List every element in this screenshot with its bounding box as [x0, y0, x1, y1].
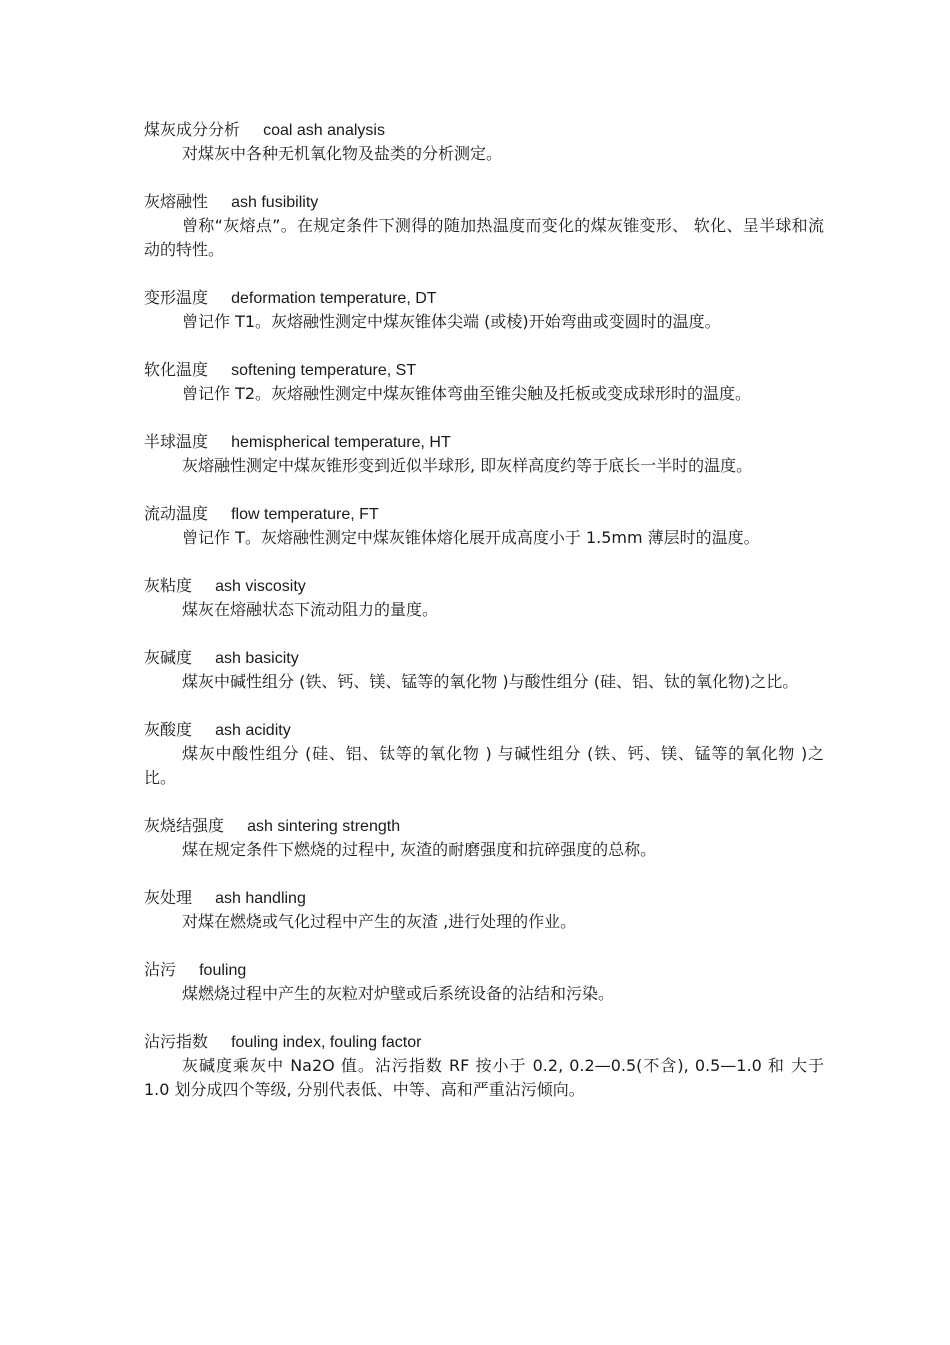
- term-chinese: 半球温度: [144, 432, 209, 451]
- term-chinese: 软化温度: [144, 360, 209, 379]
- term-chinese: 灰烧结强度: [144, 816, 225, 835]
- term-definition: 灰熔融性测定中煤灰锥形变到近似半球形, 即灰样高度约等于底长一半时的温度。: [182, 456, 753, 475]
- term-definition: 曾记作 T1。灰熔融性测定中煤灰锥体尖端 (或棱)开始弯曲或变圆时的温度。: [182, 312, 721, 331]
- term-definition: 曾记作 T2。灰熔融性测定中煤灰锥体弯曲至锥尖触及托板或变成球形时的温度。: [182, 384, 752, 403]
- term-definition: 对煤在燃烧或气化过程中产生的灰渣 ,进行处理的作业。: [182, 912, 577, 931]
- term-english: hemispherical temperature, HT: [231, 434, 451, 451]
- term-definition: 煤灰在熔融状态下流动阻力的量度。: [182, 600, 439, 619]
- term-definition: 对煤灰中各种无机氧化物及盐类的分析测定。: [182, 144, 503, 163]
- term-chinese: 灰熔融性: [144, 192, 209, 211]
- glossary-entry: [144, 886, 824, 934]
- term-chinese: 灰处理: [144, 888, 193, 907]
- term-line: [144, 646, 824, 670]
- term-line: [144, 958, 824, 982]
- term-chinese: 沾污指数: [144, 1032, 209, 1051]
- term-english: ash basicity: [215, 650, 299, 667]
- term-chinese: 沾污: [144, 960, 177, 979]
- term-line: [144, 358, 824, 382]
- term-english: fouling: [199, 962, 247, 979]
- term-chinese: 流动温度: [144, 504, 209, 523]
- term-chinese: 灰碱度: [144, 648, 193, 667]
- term-english: ash viscosity: [215, 578, 306, 595]
- term-english: fouling index, fouling factor: [231, 1034, 422, 1051]
- term-english: ash sintering strength: [247, 818, 401, 835]
- glossary-entry: [144, 118, 824, 166]
- term-line: [144, 430, 824, 454]
- term-definition: 曾称“灰熔点”。在规定条件下测得的随加热温度而变化的煤灰锥变形、 软化、呈半球和流动的特性。: [144, 216, 824, 259]
- term-chinese: 灰粘度: [144, 576, 193, 595]
- term-line: [144, 118, 824, 142]
- glossary-entry: [144, 574, 824, 622]
- term-line: [144, 574, 824, 598]
- glossary-entry: [144, 286, 824, 334]
- term-definition: 曾记作 T。灰熔融性测定中煤灰锥体熔化展开成高度小于 1.5mm 薄层时的温度。: [182, 528, 760, 547]
- glossary-entry: [144, 358, 824, 406]
- term-english: flow temperature, FT: [231, 506, 379, 523]
- glossary-entry: [144, 718, 824, 790]
- term-chinese: 灰酸度: [144, 720, 193, 739]
- term-chinese: 煤灰成分分析: [144, 120, 241, 139]
- glossary-entry: [144, 1030, 824, 1102]
- term-english: ash fusibility: [231, 194, 319, 211]
- term-english: coal ash analysis: [263, 122, 385, 139]
- term-english: ash handling: [215, 890, 306, 907]
- term-definition: 煤灰中碱性组分 (铁、钙、镁、锰等的氧化物 )与酸性组分 (硅、铝、钛的氧化物)之比。: [182, 672, 799, 691]
- glossary-entries: [144, 118, 824, 1102]
- term-definition: 煤在规定条件下燃烧的过程中, 灰渣的耐磨强度和抗碎强度的总称。: [182, 840, 657, 859]
- term-line: [144, 814, 824, 838]
- glossary-entry: [144, 430, 824, 478]
- term-line: [144, 1030, 824, 1054]
- glossary-entry: [144, 190, 824, 262]
- term-line: [144, 286, 824, 310]
- term-english: ash acidity: [215, 722, 291, 739]
- glossary-entry: [144, 646, 824, 694]
- glossary-entry: [144, 814, 824, 862]
- term-definition: 灰碱度乘灰中 Na2O 值。沾污指数 RF 按小于 0.2, 0.2—0.5(不含), 0.5—1.0 和 大于 1.0 划分成四个等级, 分别代表低、中等、高和严重沾污倾向。: [144, 1056, 824, 1099]
- term-english: deformation temperature, DT: [231, 290, 437, 307]
- term-line: [144, 886, 824, 910]
- term-definition: 煤灰中酸性组分 (硅、铝、钛等的氧化物 ) 与碱性组分 (铁、钙、镁、锰等的氧化物 )之比。: [144, 744, 824, 787]
- term-english: softening temperature, ST: [231, 362, 417, 379]
- term-chinese: 变形温度: [144, 288, 209, 307]
- glossary-entry: [144, 502, 824, 550]
- term-line: [144, 190, 824, 214]
- term-definition: 煤燃烧过程中产生的灰粒对炉壁或后系统设备的沾结和污染。: [182, 984, 615, 1003]
- term-line: [144, 718, 824, 742]
- term-line: [144, 502, 824, 526]
- glossary-entry: [144, 958, 824, 1006]
